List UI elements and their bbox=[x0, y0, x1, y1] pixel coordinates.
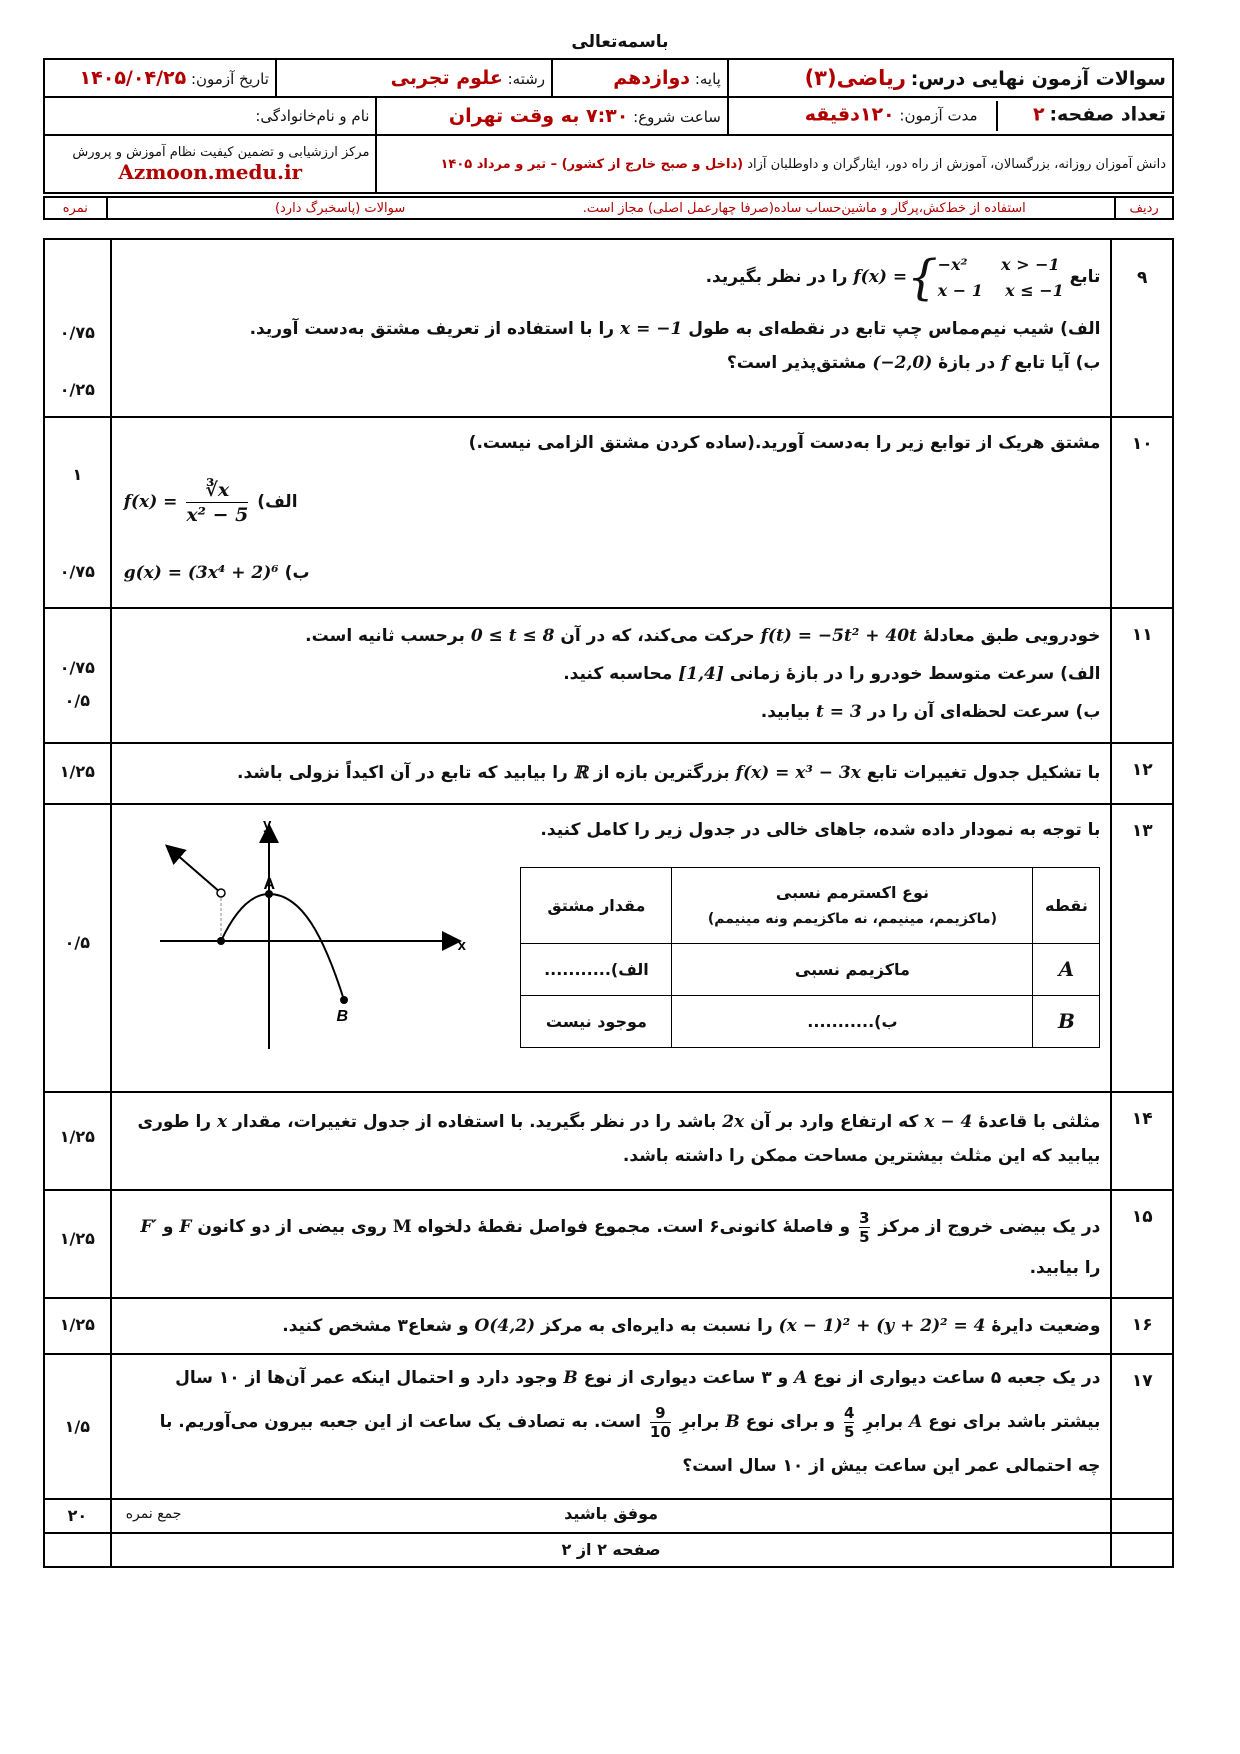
course-cell bbox=[728, 59, 1173, 97]
q9-part-a-math: x = −1 bbox=[620, 319, 683, 339]
q17-frac-a bbox=[844, 1404, 854, 1441]
q9-part-a: الف) شیب نیم‌مماس چپ تابع در نقطه‌ای به طول bbox=[688, 319, 1101, 339]
audience-cell bbox=[376, 135, 1173, 193]
q10-b-math: g(x) = (3x⁴ + 2)⁶ bbox=[123, 563, 279, 583]
question-body bbox=[111, 1190, 1112, 1298]
q17-l1-post: وجود دارد و احتمال اینکه عمر آن‌ها از ۱۰ سال bbox=[175, 1368, 558, 1388]
q12-func: f(x) = x³ − 3x bbox=[735, 763, 861, 783]
q17-frac-b-den: 10 bbox=[649, 1422, 671, 1441]
total-label: جمع نمره bbox=[125, 1506, 182, 1522]
q13-answer-table bbox=[520, 867, 1100, 1048]
left-branch bbox=[168, 847, 221, 893]
q9-part-b-post: مشتق‌پذیر است؟ bbox=[726, 353, 867, 373]
q15-mid2: روی بیضی از دو کانون bbox=[197, 1217, 387, 1237]
duration-label: مدت آزمون: bbox=[899, 106, 978, 125]
total-row-num bbox=[1111, 1499, 1173, 1533]
page-row bbox=[44, 1533, 1173, 1567]
question-row bbox=[44, 804, 1173, 1092]
name-label: نام و نام‌خانوادگی: bbox=[255, 107, 370, 125]
q14-post: باشد را در نظر بگیرید. با استفاده از جدول تغییرات، مقدار bbox=[233, 1112, 717, 1132]
q12-post: را بیابید که تابع در آن اکیداً نزولی باشد. bbox=[237, 763, 568, 783]
q17-l3: چه احتمالی عمر این ساعت بیش از ۱۰ سال است؟ bbox=[682, 1456, 1101, 1476]
score-a: ۰/۷۵ bbox=[59, 658, 95, 677]
center-cell bbox=[44, 135, 376, 193]
question-row bbox=[44, 1298, 1173, 1354]
course-name: ریاضی(۳) bbox=[804, 66, 906, 90]
date-label: تاریخ آزمون: bbox=[190, 70, 269, 88]
q17-frac-b bbox=[650, 1404, 671, 1441]
q11-part-a-post: محاسبه کنید. bbox=[563, 664, 673, 684]
question-number: ۱۱ bbox=[1111, 608, 1173, 743]
q9-func: f(x) = bbox=[853, 267, 908, 287]
question-number: ۱۲ bbox=[1111, 743, 1173, 804]
q13-point-a-label: A bbox=[1058, 956, 1075, 981]
exam-title-label: سوالات آزمون نهایی درس: bbox=[910, 68, 1166, 90]
question-score: ۱/۲۵ bbox=[44, 1298, 111, 1354]
question-row bbox=[44, 1190, 1173, 1298]
q10-b-label: (ب bbox=[284, 563, 310, 583]
q9-part-b-interval: (−2,0) bbox=[872, 353, 933, 373]
q10-a-den: x² − 5 bbox=[186, 503, 249, 526]
q13-intro: با توجه به نمودار داده شده، جاهای خالی در جدول زیر را کامل کنید. bbox=[540, 820, 1101, 840]
q11-t: t = 3 bbox=[816, 702, 862, 722]
question-body bbox=[111, 804, 1112, 1092]
score-b: ۰/۵ bbox=[64, 691, 91, 710]
q15-pre: در یک بیضی خروج از مرکز bbox=[878, 1217, 1101, 1237]
question-score: ۱/۲۵ bbox=[44, 743, 111, 804]
x-axis-label: x bbox=[457, 937, 466, 954]
center-name: مرکز ارزشیابی و تضمین کیفیت نظام آموزش و پرورش bbox=[72, 144, 370, 160]
total-row-body bbox=[111, 1499, 1112, 1533]
q15-and: و bbox=[162, 1217, 174, 1237]
q12-reals: ℝ bbox=[573, 763, 588, 783]
q17-l2-post: است. به تصادف یک ساعت از این جعبه بیرون می‌آوریم. با bbox=[159, 1412, 641, 1432]
question-number: ۱۵ bbox=[1111, 1190, 1173, 1298]
question-body bbox=[111, 417, 1112, 608]
table-row bbox=[521, 996, 1100, 1048]
q13-point-b bbox=[1033, 996, 1100, 1048]
q15-f: F bbox=[179, 1217, 192, 1237]
score-b: ۰/۲۵ bbox=[59, 380, 95, 399]
grade-value: دوازدهم bbox=[613, 67, 691, 89]
pages-label: تعداد صفحه: bbox=[1049, 103, 1166, 126]
question-score bbox=[44, 608, 111, 743]
question-number: ۱۴ bbox=[1111, 1092, 1173, 1190]
exam-header bbox=[43, 58, 1174, 194]
q9-case1: −x² x > −1 bbox=[937, 254, 1060, 274]
total-score: ۲۰ bbox=[44, 1499, 111, 1533]
q13-col-point: نقطه bbox=[1033, 868, 1100, 944]
q13-col-type-title: نوع اکسترمم نسبی bbox=[775, 882, 929, 902]
name-cell bbox=[44, 97, 376, 135]
q14-height: 2x bbox=[722, 1112, 745, 1132]
q15-fraction bbox=[859, 1209, 869, 1246]
point-a-label: A bbox=[263, 876, 275, 893]
q13-deriv-a[interactable]: الف)........... bbox=[521, 944, 672, 996]
q11-part-b-post: بیابید. bbox=[760, 702, 811, 722]
q13-type-a: ماکزیمم نسبی bbox=[672, 944, 1033, 996]
score-b: ۰/۷۵ bbox=[59, 562, 95, 581]
question-body bbox=[111, 1092, 1112, 1190]
question-body bbox=[111, 1298, 1112, 1354]
q16-center: O(4,2) bbox=[474, 1316, 536, 1336]
date-cell bbox=[44, 59, 276, 97]
q17-l2-mid: برابرِ bbox=[863, 1412, 904, 1432]
y-axis-label: y bbox=[262, 817, 272, 833]
q15-frac-num: 3 bbox=[859, 1208, 870, 1227]
question-score bbox=[44, 417, 111, 608]
q16-post: و شعاع۳ مشخص کنید. bbox=[282, 1316, 469, 1336]
question-row bbox=[44, 417, 1173, 608]
q17-l2-pre: بیشتر باشد برای نوع bbox=[928, 1412, 1101, 1432]
q11-part-a: الف) سرعت متوسط خودرو را در بازهٔ زمانی bbox=[729, 664, 1101, 684]
q10-intro: مشتق هریک از توابع زیر را به‌دست آورید.(ساده کردن مشتق الزامی نیست.) bbox=[468, 433, 1101, 453]
q9-part-b-mid: در بازهٔ bbox=[938, 353, 996, 373]
q13-col-type bbox=[672, 868, 1033, 944]
col-questions: سوالات (پاسخبرگ دارد) bbox=[274, 200, 406, 216]
start-label: ساعت شروع: bbox=[633, 108, 721, 126]
q10-a-fraction bbox=[186, 478, 248, 527]
q9-part-a-post: را با استفاده از تعریف مشتق به‌دست آورید. bbox=[249, 319, 615, 339]
question-score: ۱/۲۵ bbox=[44, 1092, 111, 1190]
question-score: ۱/۲۵ bbox=[44, 1190, 111, 1298]
field-cell bbox=[276, 59, 552, 97]
q11-func: f(t) = −5t² + 40t bbox=[760, 626, 917, 646]
pages-value: ۲ bbox=[1033, 103, 1045, 126]
q9-piecewise: f(x) ={ −x² x > −1 x − 1 x ≤ −1 bbox=[853, 249, 1064, 306]
question-number: ۱۰ bbox=[1111, 417, 1173, 608]
question-score: ۱/۵ bbox=[44, 1354, 111, 1499]
question-number: ۹ bbox=[1111, 239, 1173, 417]
table-row bbox=[521, 944, 1100, 996]
q9-part-b: ب) آیا تابع bbox=[1014, 353, 1101, 373]
q14-line2: بیابید که این مثلث بیشترین مساحت ممکن را داشته باشد. bbox=[622, 1146, 1101, 1166]
column-header bbox=[43, 196, 1174, 220]
start-value: ۷:۳۰ به وقت تهران bbox=[448, 105, 629, 127]
q11-intro-post: برحسب ثانیه است. bbox=[305, 626, 465, 646]
q10-a-num: ∛x bbox=[205, 478, 230, 501]
q15-frac-den: 5 bbox=[859, 1227, 870, 1246]
q14-post2: را طوری bbox=[137, 1112, 212, 1132]
question-row bbox=[44, 743, 1173, 804]
q12-mid: بزرگترین بازه از bbox=[593, 763, 730, 783]
q16-pre: وضعیت دایرهٔ bbox=[991, 1316, 1101, 1336]
col-score: نمره bbox=[44, 197, 107, 219]
field-label: رشته: bbox=[507, 70, 546, 88]
duration-value: ۱۲۰دقیقه bbox=[804, 103, 895, 126]
q9-part-b-f: f bbox=[1001, 353, 1009, 373]
q17-type-a: A bbox=[794, 1368, 808, 1388]
open-point bbox=[217, 889, 225, 897]
q13-col-type-sub: (ماکزیمم، مینیمم، نه ماکزیمم ونه مینیمم) bbox=[707, 910, 997, 927]
q13-type-b[interactable]: ب)........... bbox=[672, 996, 1033, 1048]
point-b bbox=[340, 996, 348, 1004]
grade-cell bbox=[552, 59, 728, 97]
field-value: علوم تجربی bbox=[390, 67, 503, 89]
top-title: باسمه‌تعالی bbox=[571, 32, 669, 52]
curve bbox=[221, 894, 344, 1000]
q13-deriv-b: موجود نیست bbox=[521, 996, 672, 1048]
start-cell bbox=[376, 97, 727, 135]
q10-part-b bbox=[124, 556, 1101, 590]
question-body bbox=[111, 608, 1112, 743]
questions-table bbox=[43, 238, 1174, 1568]
question-row bbox=[44, 1354, 1173, 1499]
q15-line2: را بیابید. bbox=[1029, 1258, 1101, 1278]
question-number: ۱۷ bbox=[1111, 1354, 1173, 1499]
q15-f-prime: F′ bbox=[140, 1217, 157, 1237]
audience-text: دانش آموزان روزانه، بزرگسالان، آموزش از راه دور، ایثارگران و داوطلبان آزاد bbox=[747, 156, 1166, 172]
q17-frac-a-num: 4 bbox=[844, 1403, 855, 1422]
page-row-num bbox=[1111, 1533, 1173, 1567]
q13-point-b-label: B bbox=[1057, 1008, 1075, 1033]
q13-graph bbox=[152, 817, 472, 1079]
q15-m: M bbox=[392, 1217, 412, 1237]
question-score bbox=[44, 239, 111, 417]
closed-point bbox=[217, 937, 225, 945]
q17-frac-b-num: 9 bbox=[655, 1403, 666, 1422]
question-body bbox=[111, 743, 1112, 804]
question-body bbox=[111, 239, 1112, 417]
q17-type-b: B bbox=[563, 1368, 578, 1388]
page-number: صفحه ۲ از ۲ bbox=[111, 1533, 1112, 1567]
q14-mid: که ارتفاع وارد بر آن bbox=[750, 1112, 919, 1132]
q13-point-a bbox=[1033, 944, 1100, 996]
q12-pre: با تشکیل جدول تغییرات تابع bbox=[866, 763, 1101, 783]
date-value: ۱۴۰۵/۰۴/۲۵ bbox=[79, 67, 187, 89]
grade-label: پایه: bbox=[694, 70, 721, 88]
q17-l1-mid: و ۳ ساعت دیواری از نوع bbox=[583, 1368, 789, 1388]
q13-col-deriv: مقدار مشتق bbox=[521, 868, 672, 944]
score-a: ۱ bbox=[72, 465, 83, 484]
q17-l2-b: B bbox=[725, 1412, 740, 1432]
q15-mid: و فاصلهٔ کانونی۶ است. مجموع فواصل نقطهٔ دلخواه bbox=[417, 1217, 851, 1237]
question-row bbox=[44, 1092, 1173, 1190]
audience-highlight: (داخل و صبح خارج از کشور) – تیر و مرداد ۱۴۰۵ bbox=[440, 156, 744, 172]
site-url: Azmoon.medu.ir bbox=[118, 159, 303, 184]
question-score: ۰/۵ bbox=[44, 804, 111, 1092]
q11-intro-mid: حرکت می‌کند، که در آن bbox=[560, 626, 755, 646]
q17-l1-pre: در یک جعبه ۵ ساعت دیواری از نوع bbox=[813, 1368, 1101, 1388]
q9-case2: x − 1 x ≤ −1 bbox=[937, 280, 1064, 300]
question-number: ۱۶ bbox=[1111, 1298, 1173, 1354]
q11-domain: 0 ≤ t ≤ 8 bbox=[470, 626, 555, 646]
score-a: ۰/۷۵ bbox=[59, 323, 95, 342]
q17-l2-mid3: برابرِ bbox=[679, 1412, 720, 1432]
point-b-label: B bbox=[336, 1008, 348, 1025]
q11-interval: [1,4] bbox=[678, 664, 724, 684]
col-tools: استفاده از خط‌کش،پرگار و ماشین‌حساب ساده(صرفا چهارعمل اصلی) مجاز است. bbox=[582, 200, 1026, 216]
q17-frac-a-den: 5 bbox=[844, 1422, 855, 1441]
pages-duration-cell bbox=[728, 97, 1173, 135]
good-luck: موفق باشید bbox=[564, 1504, 659, 1523]
q11-part-b: ب) سرعت لحظه‌ای آن را در bbox=[867, 702, 1101, 722]
q14-base: x − 4 bbox=[924, 1112, 973, 1132]
q10-a-label: (الف bbox=[257, 492, 298, 512]
q17-l2-mid2: و برای نوع bbox=[745, 1412, 836, 1432]
q9-intro: تابع bbox=[1069, 267, 1101, 287]
col-middle bbox=[107, 197, 1116, 219]
q10-a-lhs: f(x) = bbox=[123, 492, 178, 512]
q9-intro-post: را در نظر بگیرید. bbox=[705, 267, 848, 287]
page-row-score bbox=[44, 1533, 111, 1567]
q14-pre: مثلثی با قاعدهٔ bbox=[978, 1112, 1101, 1132]
q10-part-a bbox=[124, 468, 1101, 536]
question-row bbox=[44, 239, 1173, 417]
question-row bbox=[44, 608, 1173, 743]
q16-circle: (x − 1)² + (y + 2)² = 4 bbox=[778, 1316, 986, 1336]
question-number: ۱۳ bbox=[1111, 804, 1173, 1092]
col-row: ردیف bbox=[1115, 197, 1173, 219]
q11-intro: خودرویی طبق معادلهٔ bbox=[922, 626, 1101, 646]
q14-x: x bbox=[216, 1112, 228, 1132]
total-row bbox=[44, 1499, 1173, 1533]
question-body bbox=[111, 1354, 1112, 1499]
q16-mid: را نسبت به دایره‌ای به مرکز bbox=[540, 1316, 773, 1336]
q17-l2-a: A bbox=[909, 1412, 923, 1432]
